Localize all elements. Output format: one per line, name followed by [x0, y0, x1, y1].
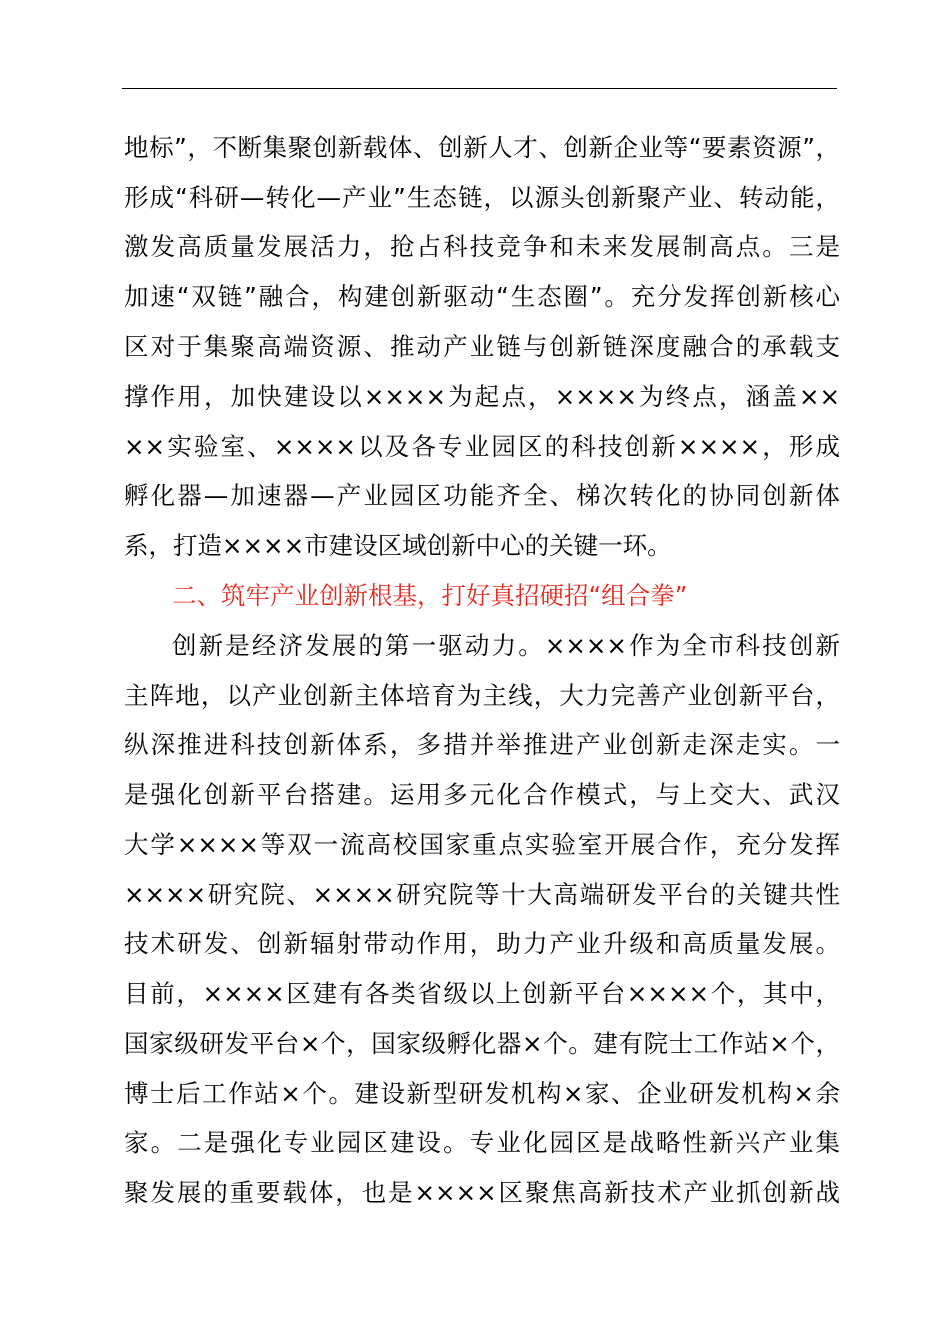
text-line: 技术研发、创新辐射带动作用，助力产业升级和高质量发展。: [124, 929, 840, 958]
text-line: 纵深推进科技创新体系，多措并举推进产业创新走深走实。一: [124, 730, 840, 759]
text-line: 是强化创新平台搭建。运用多元化合作模式，与上交大、武汉: [124, 780, 840, 809]
text-line: 家。二是强化专业园区建设。专业化园区是战略性新兴产业集: [124, 1128, 840, 1157]
section-heading: 二、筑牢产业创新根基，打好真招硬招“组合拳”: [172, 581, 688, 610]
text-line: ××实验室、××××以及各专业园区的科技创新××××，形成: [124, 432, 840, 461]
text-line: 形成“科研—转化—产业”生态链，以源头创新聚产业、转动能，: [124, 183, 840, 212]
text-line: 孵化器—加速器—产业园区功能齐全、梯次转化的协同创新体: [124, 481, 840, 510]
text-line: 地标”，不断集聚创新载体、创新人才、创新企业等“要素资源”，: [124, 133, 840, 162]
text-line: ××××研究院、××××研究院等十大高端研发平台的关键共性: [124, 880, 840, 909]
text-line: 国家级研发平台×个，国家级孵化器×个。建有院士工作站×个，: [124, 1029, 840, 1058]
text-line: 加速“双链”融合，构建创新驱动“生态圈”。充分发挥创新核心: [124, 282, 840, 311]
text-line: 主阵地，以产业创新主体培育为主线，大力完善产业创新平台，: [124, 681, 840, 710]
text-line: 撑作用，加快建设以××××为起点，××××为终点，涵盖××: [124, 382, 840, 411]
text-line: 区对于集聚高端资源、推动产业链与创新链深度融合的承载支: [124, 332, 840, 361]
text-line: 系，打造××××市建设区域创新中心的关键一环。: [124, 531, 672, 560]
text-line: 目前，××××区建有各类省级以上创新平台××××个，其中，: [124, 979, 840, 1008]
header-rule: [122, 88, 837, 89]
text-line: 聚发展的重要载体，也是××××区聚焦高新技术产业抓创新战: [124, 1178, 840, 1207]
text-line: 创新是经济发展的第一驱动力。××××作为全市科技创新: [172, 631, 840, 660]
text-line: 大学××××等双一流高校国家重点实验室开展合作，充分发挥: [124, 830, 840, 859]
text-line: 激发高质量发展活力，抢占科技竞争和未来发展制高点。三是: [124, 232, 840, 261]
text-line: 博士后工作站×个。建设新型研发机构×家、企业研发机构×余: [124, 1079, 840, 1108]
